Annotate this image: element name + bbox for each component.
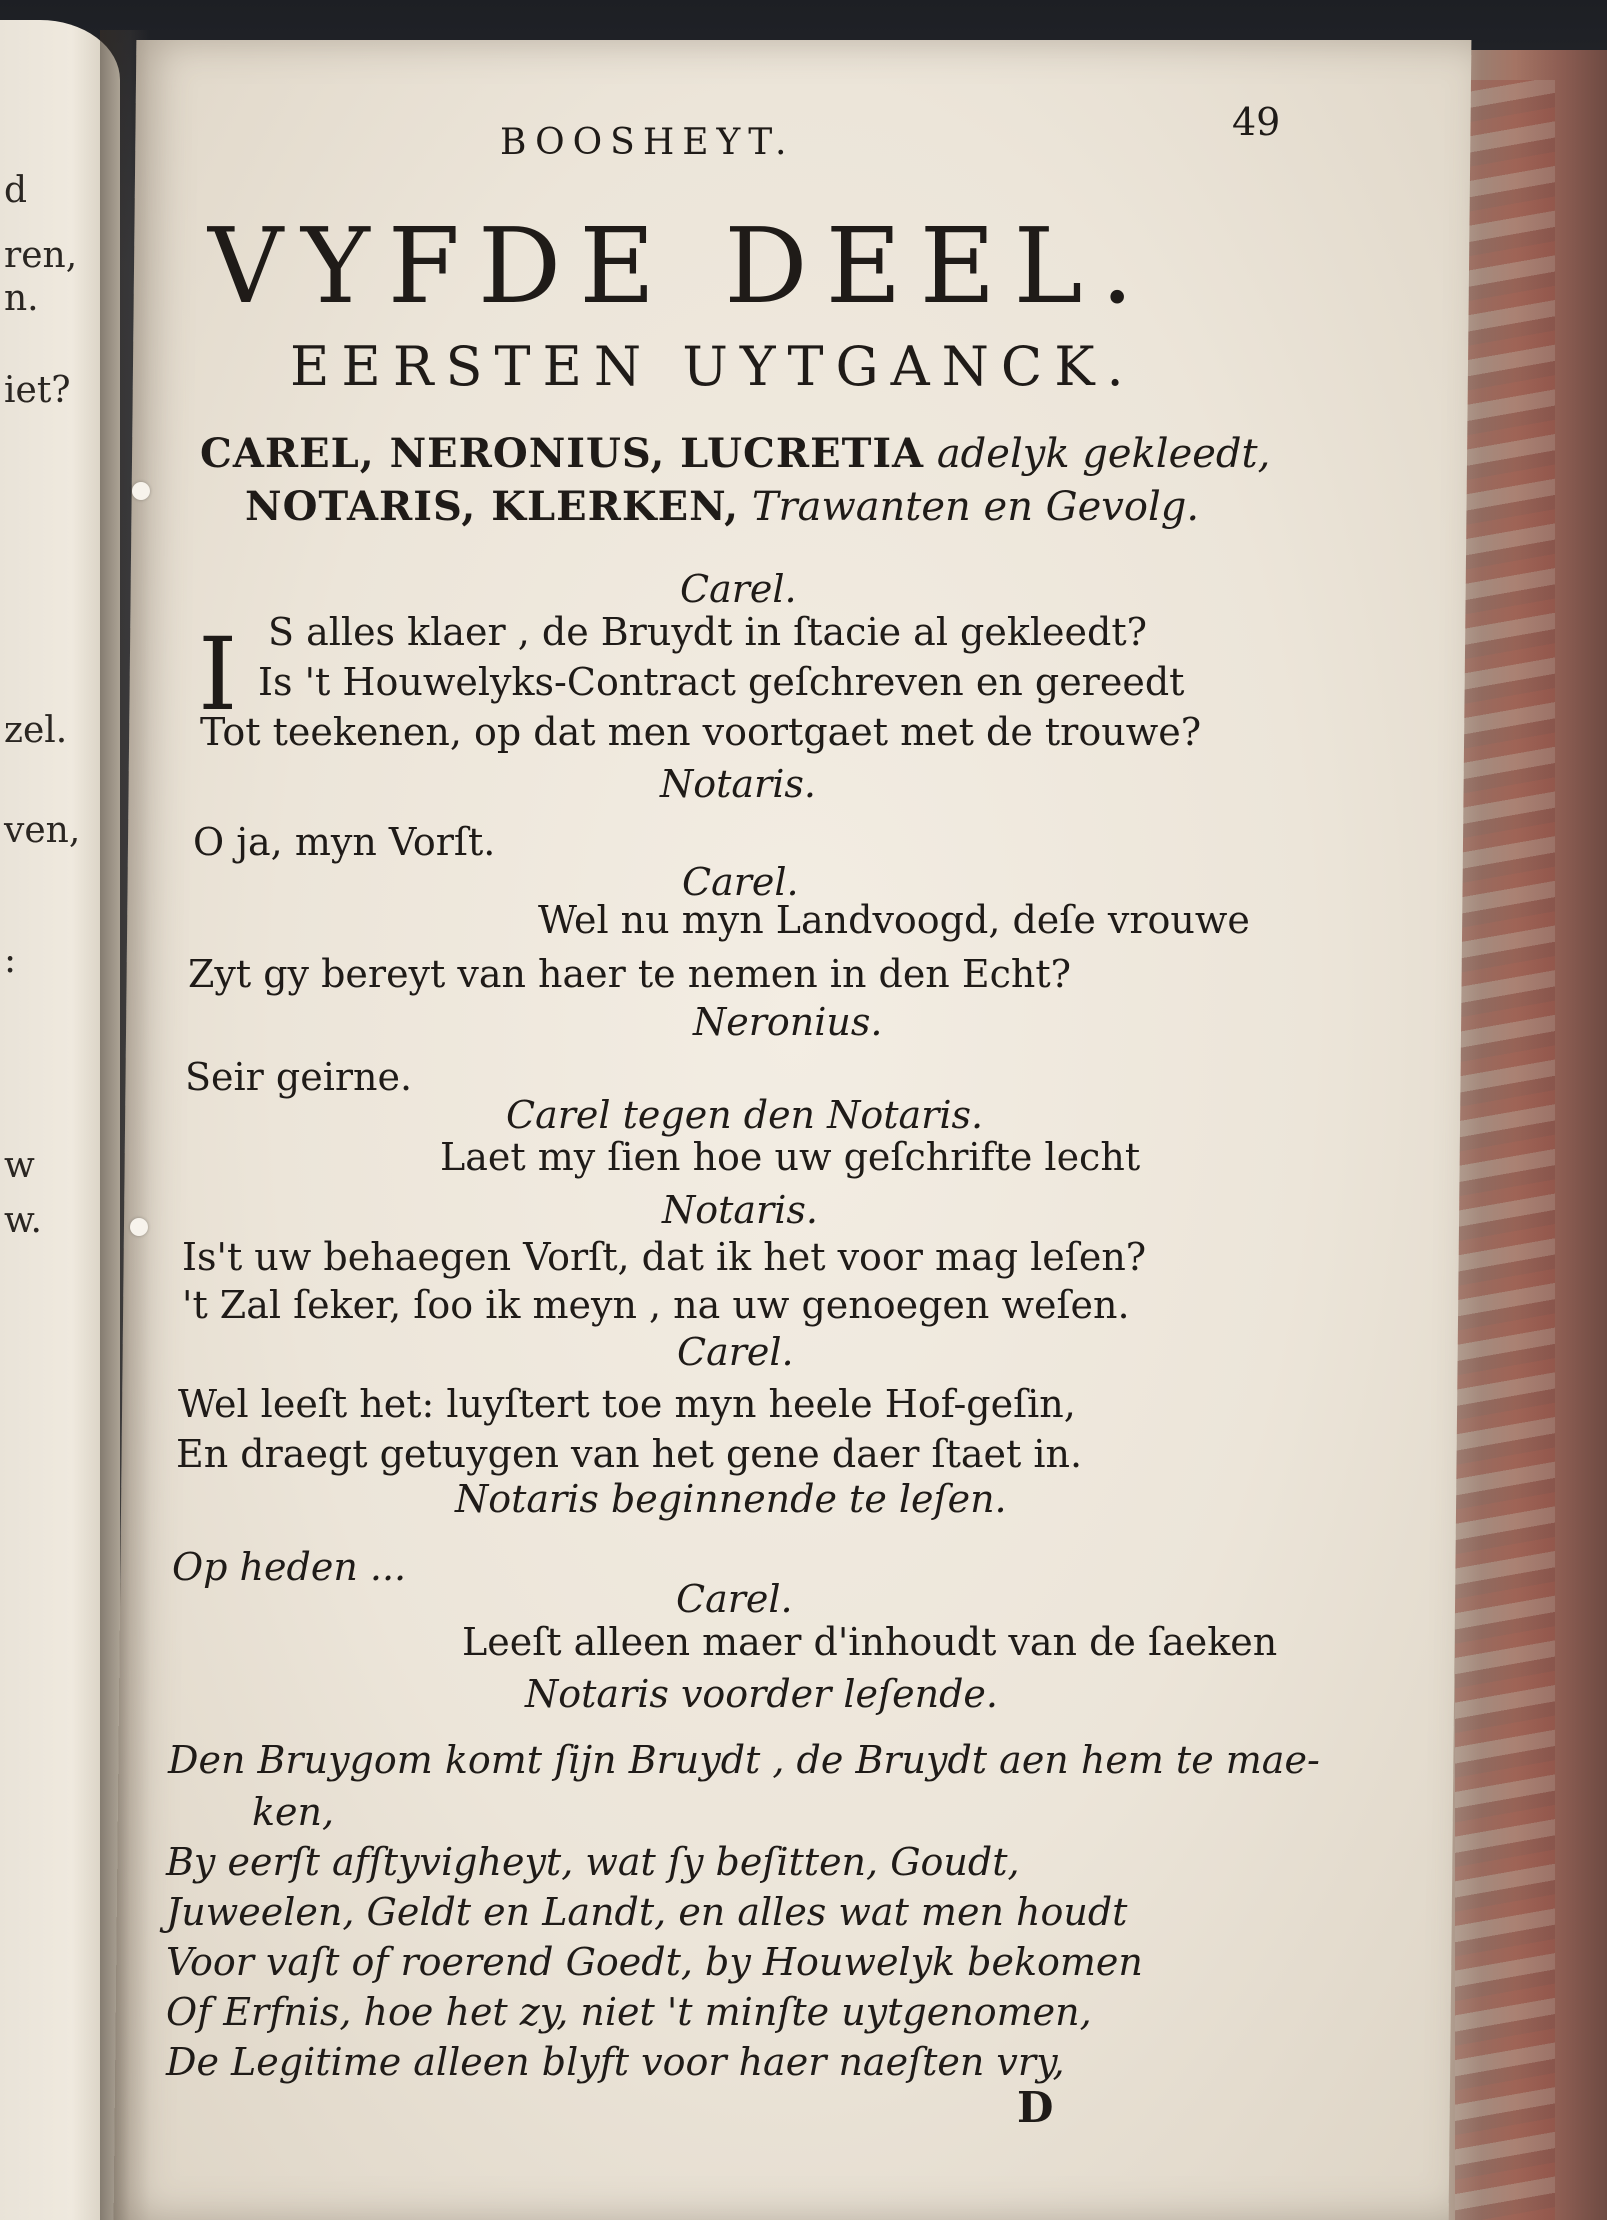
verse-line: By eerſt afſtyvigheyt, wat ſy beſitten, Goudt, (166, 1840, 1020, 1884)
verse-line: De Legitime alleen blyft voor haer naeſten vry, (166, 2040, 1065, 2084)
verse-line: Is't uw behaegen Vorſt, dat ik het voor mag leſen? (182, 1235, 1147, 1279)
verse-line: Is 't Houwelyks-Contract geſchreven en gereedt (258, 660, 1185, 704)
speaker-label: Notaris beginnende te leſen. (455, 1477, 1007, 1521)
cast-line-2 (245, 483, 1199, 530)
fragment: zel. (4, 710, 68, 751)
verse-line: Wel leeſt het: luyſtert toe myn heele Hof-geſin, (178, 1382, 1076, 1426)
speaker-label: Neronius. (693, 1000, 883, 1044)
page-number: 49 (1232, 100, 1281, 144)
speaker-label: Notaris. (662, 1188, 818, 1232)
verse-line: Leeſt alleen maer d'inhoudt van de ſaeken (462, 1620, 1278, 1664)
verse-line: En draegt getuygen van het gene daer ſtaet in. (176, 1432, 1083, 1476)
verse-line: S alles klaer , de Bruydt in ſtacie al gekleedt? (268, 610, 1147, 654)
act-title: VYFDE DEEL. (208, 205, 1152, 327)
verse-line: Laet my ſien hoe uw geſchrifte lecht (440, 1135, 1141, 1179)
speaker-label: Carel. (676, 1577, 793, 1621)
verse-line: Op heden ... (172, 1545, 407, 1589)
cast-line-1 (200, 430, 1270, 477)
verse-line: Voor vaſt of roerend Goedt, by Houwelyk bekomen (166, 1940, 1143, 1984)
verse-line: ken, (252, 1790, 335, 1834)
speaker-label: Carel tegen den Notaris. (506, 1093, 984, 1137)
fragment: n. (4, 278, 39, 319)
fragment: ven, (4, 810, 81, 851)
fragment: w (4, 1145, 35, 1186)
verse-line: Juweelen, Geldt en Landt, en alles wat men houdt (166, 1890, 1128, 1934)
speaker-label: Carel. (680, 567, 797, 611)
cast-names: NOTARIS, KLERKEN, (245, 483, 740, 530)
speaker-label: Carel. (677, 1330, 794, 1374)
cast-note: Trawanten en Gevolg. (751, 484, 1200, 530)
running-head: BOOSHEYT. (500, 122, 795, 163)
verse-line: Tot teekenen, op dat men voortgaet met de trouwe? (200, 710, 1202, 754)
fragment: w. (4, 1200, 42, 1241)
drop-cap: I (198, 616, 238, 733)
cast-names: CAREL, NERONIUS, LUCRETIA (200, 430, 925, 477)
fragment: d (4, 170, 28, 211)
verse-line: 't Zal ſeker, ſoo ik meyn , na uw genoegen weſen. (182, 1283, 1130, 1327)
fragment: : (4, 940, 17, 981)
verse-line: Den Bruygom komt ſijn Bruydt , de Bruydt aen hem te mae- (168, 1738, 1320, 1782)
verse-line: Wel nu myn Landvoogd, deſe vrouwe (538, 898, 1250, 942)
cast-note: adelyk gekleedt, (936, 431, 1271, 477)
verse-line: O ja, myn Vorſt. (193, 820, 496, 864)
binding-hole (130, 1218, 148, 1236)
binding-hole (132, 482, 150, 500)
scene-title: EERSTEN UYTGANCK. (290, 335, 1136, 398)
verse-line: Of Erfnis, hoe het zy, niet 't minſte uytgenomen, (166, 1990, 1092, 2034)
fragment: ren, (4, 235, 78, 276)
fragment: iet? (4, 370, 71, 411)
verse-line: Zyt gy bereyt van haer te nemen in den Echt? (188, 952, 1071, 996)
marbled-edge (1455, 80, 1555, 2220)
signature-mark: D (1017, 2083, 1054, 2132)
speaker-label: Notaris voorder leſende. (525, 1672, 998, 1716)
speaker-label: Carel. (682, 860, 799, 904)
speaker-label: Notaris. (660, 762, 816, 806)
gutter-shadow (100, 30, 150, 2220)
verse-line: Seir geirne. (185, 1055, 413, 1099)
